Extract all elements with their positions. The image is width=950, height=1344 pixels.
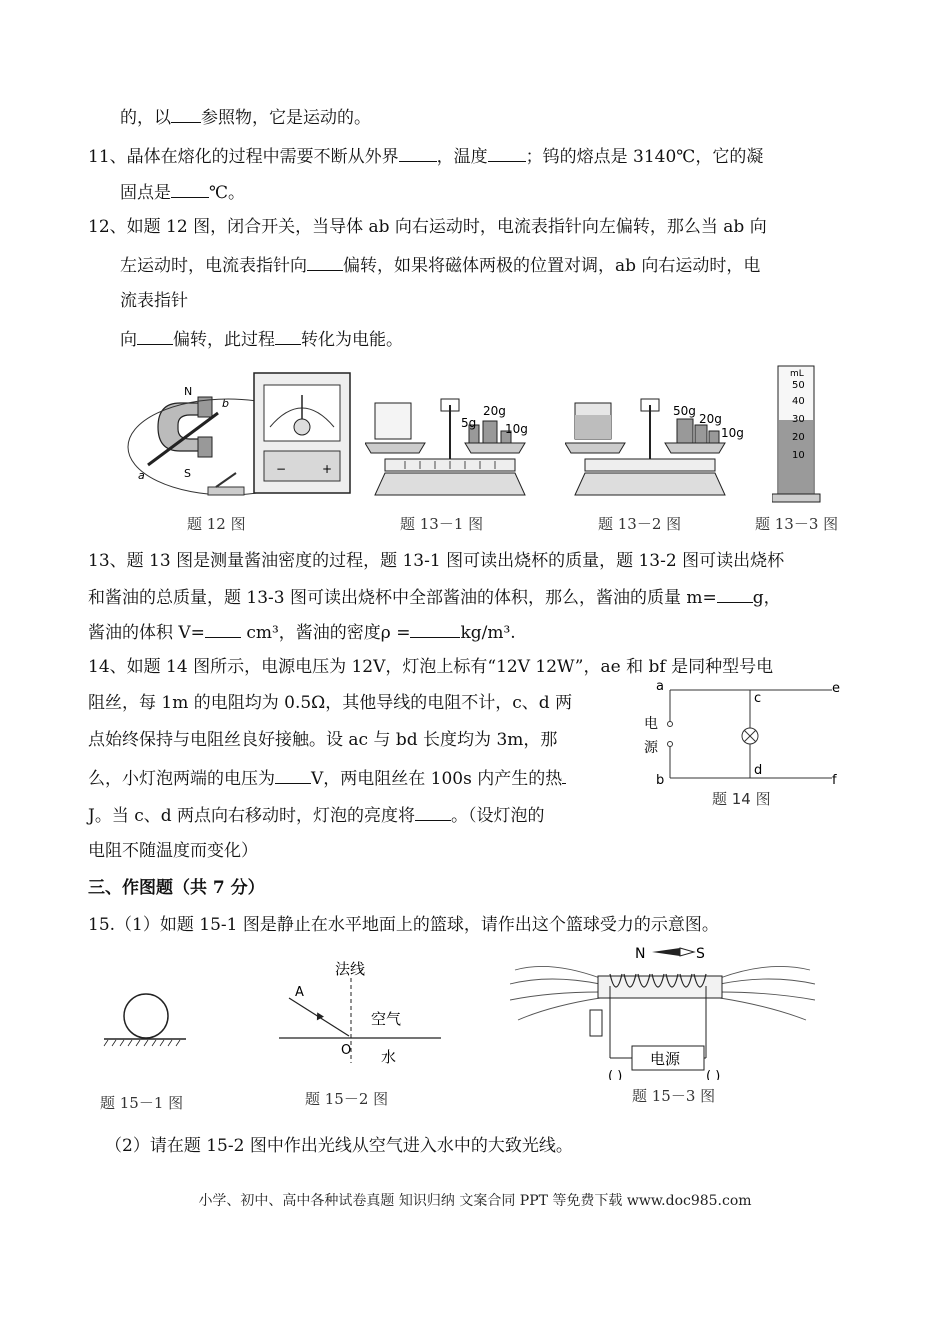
q14-text: J。当 c、d 两点向右移动时，灯泡的亮度将 — [88, 806, 416, 826]
q12-text: 向 — [120, 330, 137, 350]
air-label: 空气 — [371, 1010, 402, 1028]
caption-fig12: 题 12 图 — [187, 515, 246, 533]
caption-fig15-3: 题 15－3 图 — [632, 1087, 716, 1105]
answer-blank[interactable] — [171, 104, 201, 123]
q12-text: 转化为电能。 — [301, 330, 403, 350]
polarity-blank-left[interactable]: ( ) — [608, 1069, 623, 1080]
caption-fig13-3: 题 13－3 图 — [755, 515, 839, 533]
figure-14-circuit — [640, 678, 845, 818]
caption-fig13-1: 题 13－1 图 — [400, 515, 484, 533]
q14-line-2: 阻丝，每 1m 的电阻均为 0.5Ω，其他导线的电阻不计，c、d 两 — [88, 693, 573, 713]
caption-fig14: 题 14 图 — [712, 790, 771, 808]
answer-blank[interactable] — [717, 584, 753, 603]
q12-line-3: 流表指针 — [120, 291, 188, 311]
q14-line-4 — [88, 765, 566, 791]
conductor-a-label: a — [138, 469, 145, 482]
figure-13-2-balance — [565, 395, 745, 505]
cylinder-tick: 10 — [792, 450, 805, 461]
answer-blank[interactable] — [399, 143, 437, 162]
answer-blank[interactable] — [488, 143, 526, 162]
answer-blank[interactable] — [137, 326, 173, 345]
power-source-label: 电源 — [650, 1050, 681, 1068]
section-3-title: 三、作图题（共 7 分） — [88, 878, 265, 898]
cylinder-tick: 50 — [792, 380, 805, 391]
q10-text-b: 参照物，它是运动的。 — [201, 108, 371, 128]
compass-n-label: N — [635, 946, 646, 962]
node-f-label: f — [832, 773, 837, 788]
answer-blank[interactable] — [415, 802, 451, 821]
weight-label: 20g — [699, 412, 722, 426]
cylinder-tick: 30 — [792, 414, 805, 425]
caption-fig13-2: 题 13－2 图 — [598, 515, 682, 533]
cylinder-tick: 40 — [792, 396, 805, 407]
q14-line-5 — [88, 802, 545, 828]
figure-12-generator — [118, 365, 358, 510]
q11-text: 固点是 — [120, 183, 171, 203]
answer-blank[interactable] — [205, 619, 241, 638]
q11-text: ，温度 — [436, 147, 488, 167]
normal-label: 法线 — [335, 960, 366, 978]
magnet-n-label: N — [184, 385, 193, 398]
q12-line-4 — [120, 326, 403, 352]
source-label-2: 源 — [644, 740, 658, 756]
weight-label: 10g — [505, 422, 528, 436]
figure-15-1-basketball — [100, 990, 190, 1050]
caption-fig15-1: 题 15－1 图 — [100, 1094, 184, 1112]
point-a-label: A — [295, 985, 304, 1000]
node-e-label: e — [832, 681, 840, 696]
q13-text: 酱油的体积 V= — [88, 623, 205, 643]
cylinder-tick: 20 — [792, 432, 805, 443]
node-b-label: b — [656, 773, 665, 788]
page-footer: 小学、初中、高中各种试卷真题 知识归纳 文案合同 PPT 等免费下载 www.doc985.com — [198, 1193, 752, 1209]
q10-text-a: 的，以 — [120, 108, 171, 128]
cylinder-unit: mL — [790, 369, 804, 379]
answer-blank[interactable] — [410, 619, 460, 638]
point-o-label: O — [341, 1043, 352, 1058]
q12-line-2 — [120, 252, 760, 278]
q13-line-3 — [88, 619, 516, 645]
weight-label: 20g — [483, 404, 506, 418]
q15-line-2: （2）请在题 15-2 图中作出光线从空气进入水中的大致光线。 — [105, 1136, 573, 1156]
figure-13-3-cylinder — [772, 360, 842, 510]
answer-blank[interactable] — [562, 765, 566, 784]
q13-text: 和酱油的总质量，题 13-3 图可读出烧杯中全部酱油的体积，那么，酱油的质量 m= — [88, 588, 717, 608]
q14-line-6: 电阻不随温度而变化） — [88, 841, 258, 861]
conductor-b-label: b — [222, 397, 229, 410]
q13-text: g， — [752, 588, 781, 608]
weight-label: 10g — [721, 426, 744, 440]
q11-line-1 — [88, 143, 763, 169]
figure-13-1-balance — [365, 395, 535, 505]
svg-text:−: − — [276, 462, 287, 476]
source-label-1: 电 — [644, 716, 658, 732]
q13-text: kg/m³. — [460, 623, 516, 643]
q14-line-1: 14、如题 14 图所示，电源电压为 12V，灯泡上标有“12V 12W”，ae 和 bf 是同种型号电 — [88, 657, 774, 677]
node-c-label: c — [754, 691, 762, 706]
answer-blank[interactable] — [171, 179, 209, 198]
q10-line — [120, 104, 371, 130]
q14-text: 。（设灯泡的 — [451, 806, 545, 826]
q15-line-1: 15.（1）如题 15-1 图是静止在水平地面上的篮球，请作出这个篮球受力的示意图。 — [88, 915, 719, 935]
figure-15-3-solenoid — [510, 940, 815, 1080]
q14-text: V，两电阻丝在 100s 内产生的热 — [311, 769, 563, 789]
q11-text: 11、晶体在熔化的过程中需要不断从外界 — [88, 147, 399, 167]
weight-label: 5g — [461, 416, 477, 430]
q14-text: 么，小灯泡两端的电压为 — [88, 769, 275, 789]
q12-text: 偏转，如果将磁体两极的位置对调，ab 向右运动时，电 — [343, 256, 761, 276]
water-label: 水 — [381, 1048, 397, 1066]
q13-line-1: 13、题 13 图是测量酱油密度的过程，题 13-1 图可读出烧杯的质量，题 13-2 图可读出烧杯 — [88, 551, 785, 571]
answer-blank[interactable] — [275, 326, 301, 345]
q14-line-3: 点始终保持与电阻丝良好接触。设 ac 与 bd 长度均为 3m，那 — [88, 730, 558, 750]
q11-text: ℃。 — [209, 183, 246, 203]
node-d-label: d — [754, 763, 763, 778]
compass-s-label: S — [696, 946, 705, 962]
figure-15-2-refraction — [275, 958, 445, 1068]
q12-line-1: 12、如题 12 图，闭合开关，当导体 ab 向右运动时，电流表指针向左偏转，那么当 ab 向 — [88, 217, 767, 237]
q11-line-2 — [120, 179, 245, 205]
polarity-blank-right[interactable]: ( ) — [706, 1069, 721, 1080]
q13-line-2 — [88, 584, 781, 610]
q13-text: cm³，酱油的密度ρ = — [240, 623, 411, 643]
q12-text: 左运动时，电流表指针向 — [120, 256, 307, 276]
caption-fig15-2: 题 15－2 图 — [305, 1090, 389, 1108]
weight-label: 50g — [673, 404, 696, 418]
q11-text: ；钨的熔点是 3140℃，它的凝 — [525, 147, 764, 167]
answer-blank[interactable] — [275, 765, 311, 784]
q12-text: 偏转，此过程 — [173, 330, 275, 350]
node-a-label: a — [656, 679, 664, 694]
answer-blank[interactable] — [307, 252, 343, 271]
magnet-s-label: S — [184, 467, 191, 480]
svg-text:+: + — [322, 462, 333, 476]
